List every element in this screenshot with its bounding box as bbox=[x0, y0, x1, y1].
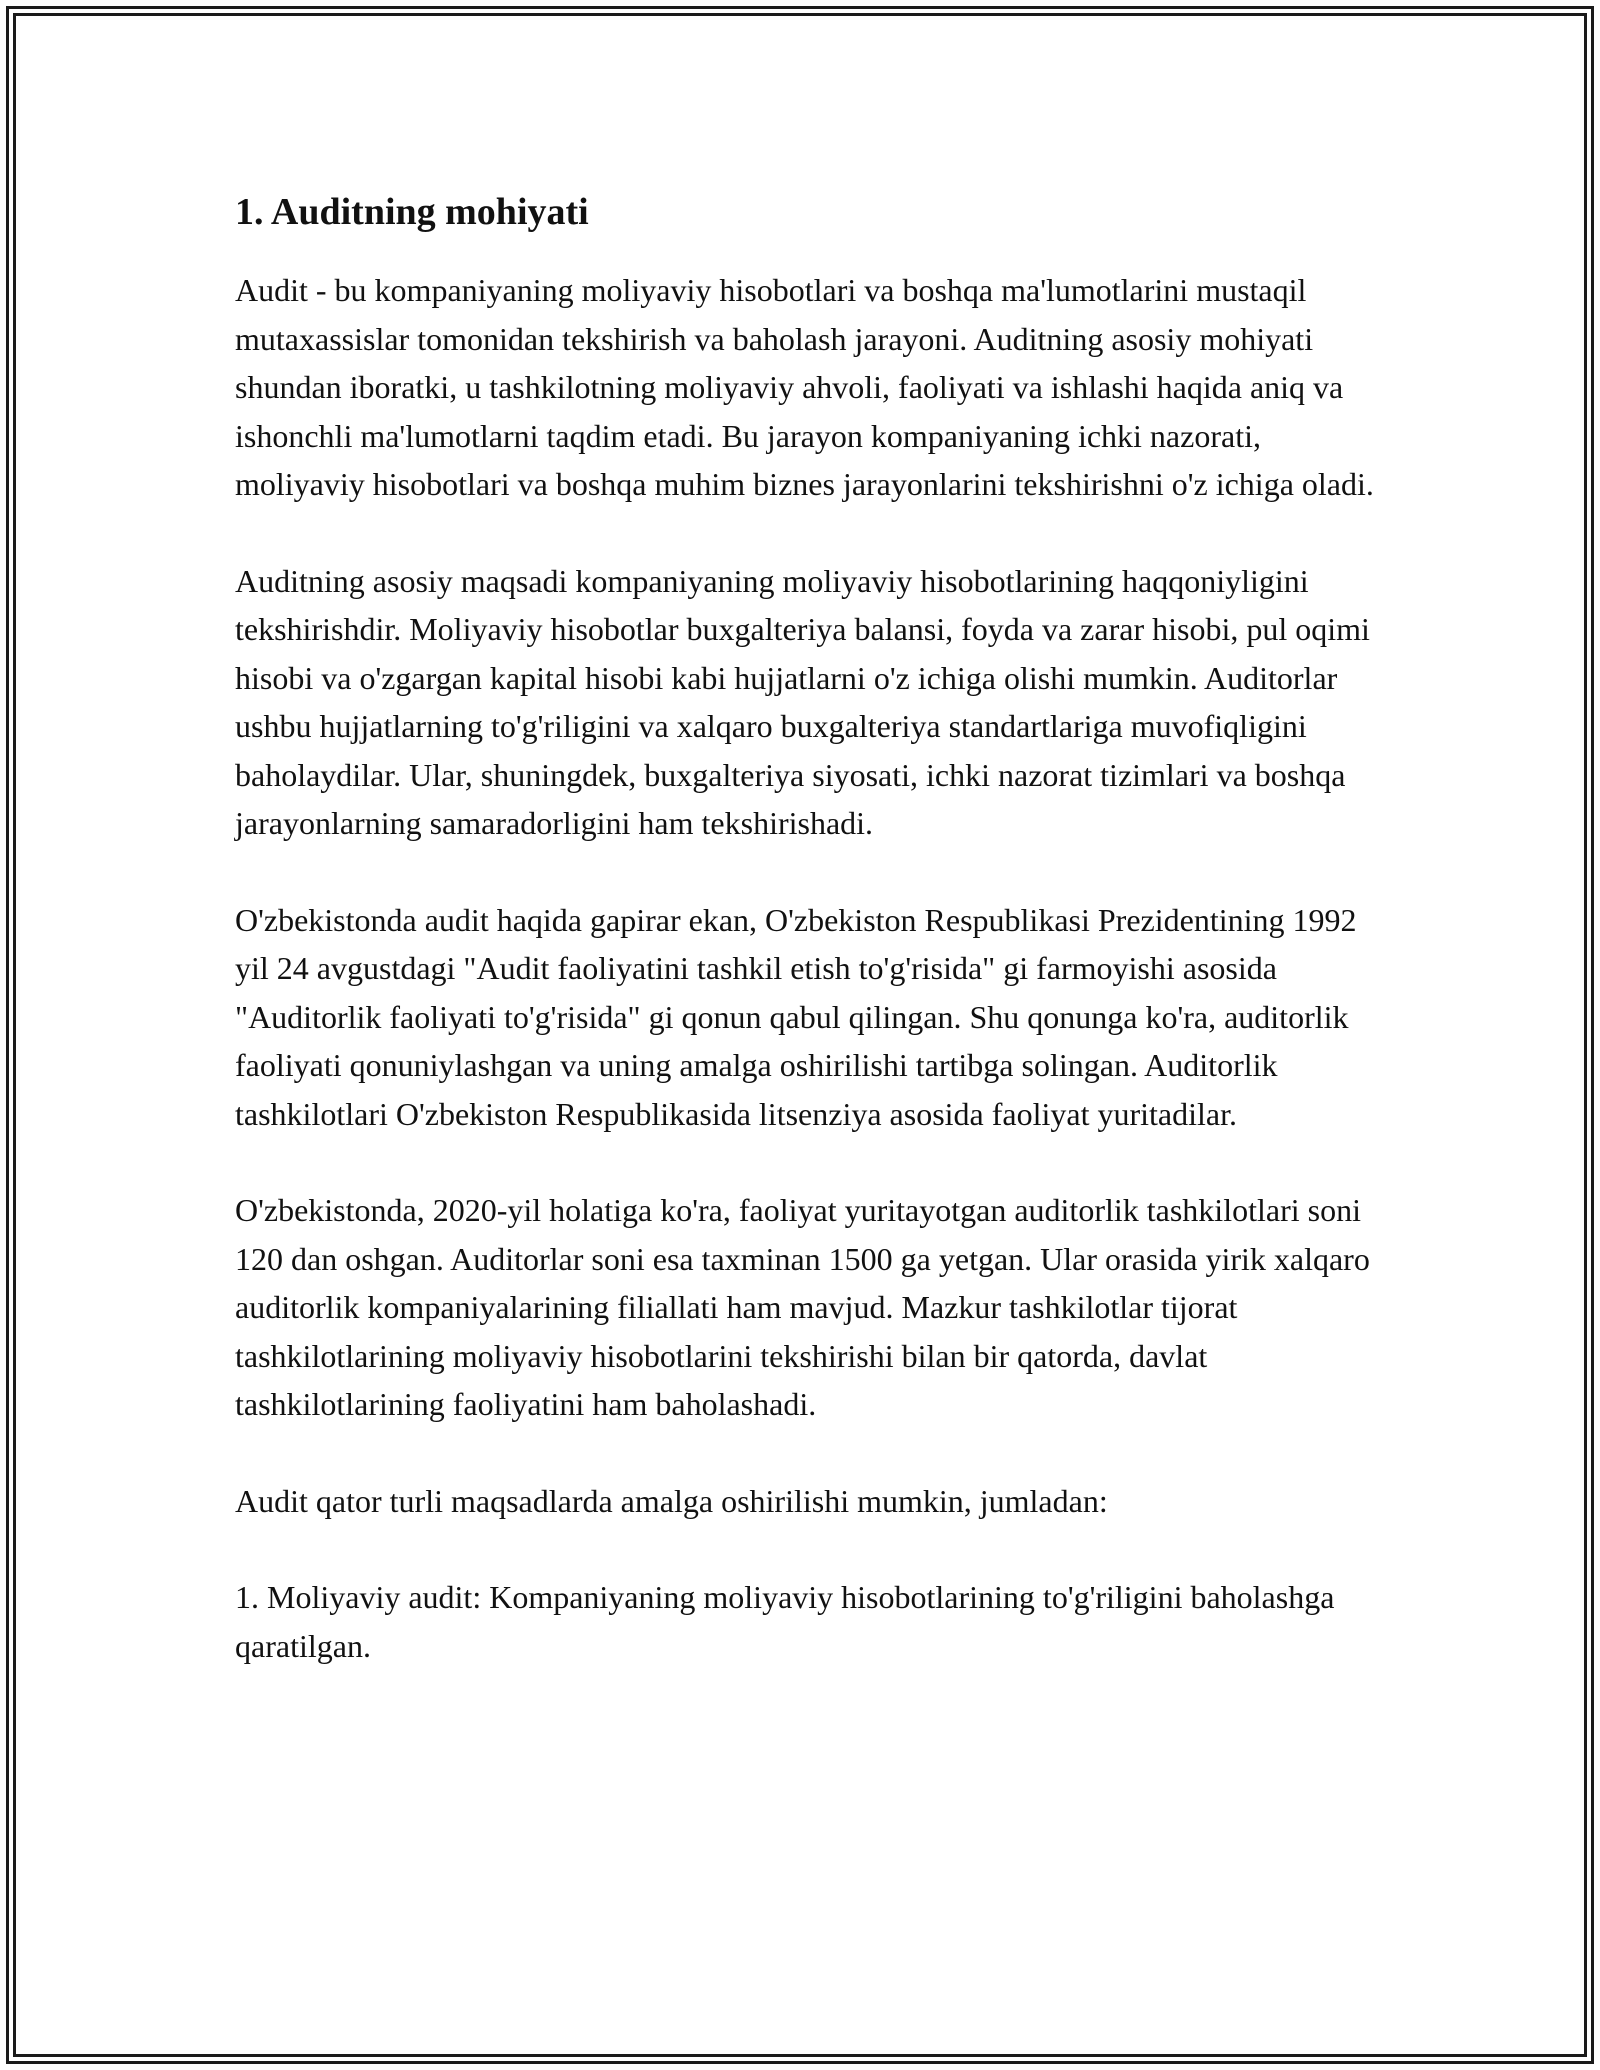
paragraph-5: Audit qator turli maqsadlarda amalga oshirilishi mumkin, jumladan: bbox=[235, 1482, 1108, 1519]
paragraph-3: O'zbekistonda audit haqida gapirar ekan, O'zbekiston Respublikasi Prezidentining 1992 yil 24 avgustdagi "Audit faoliyatini tashkil etish to'g'risida" gi farmoyishi asosida "Auditorlik faoliyati to'g'risida" gi qonun qabul qilingan. Shu qonunga ko'ra, auditorlik faoliyati qonuniylashgan va uning amalga oshirilishi tartibga solingan. Auditorlik tashkilotlari O'zbekiston Respublikasida litsenziya asosida faoliyat yuritadilar. bbox=[235, 901, 1357, 1132]
paragraph-4: O'zbekistonda, 2020-yil holatiga ko'ra, faoliyat yuritayotgan auditorlik tashkilotlari soni 120 dan oshgan. Auditorlar soni esa taxminan 1500 ga yetgan. Ular orasida yirik xalqaro auditorlik kompaniyalarining filiallati ham mavjud. Mazkur tashkilotlar tijorat tashkilotlarining moliyaviy hisobotlarini tekshirishi bilan bir qatorda, davlat tashkilotlarining faoliyatini ham baholashadi. bbox=[235, 1192, 1370, 1422]
paragraph-1: Audit - bu kompaniyaning moliyaviy hisobotlari va boshqa ma'lumotlarini mustaqil mutaxassislar tomonidan tekshirish va baholash jarayoni. Auditning asosiy mohiyati shundan iboratki, u tashkilotning moliyaviy ahvoli, faoliyati va ishlashi haqida aniq va ishonchli ma'lumotlarni taqdim etadi. Bu jarayon kompaniyaning ichki nazorati, moliyaviy hisobotlari va boshqa muhim biznes jarayonlarini tekshirishni o'z ichiga oladi. bbox=[235, 272, 1374, 502]
list-item-1: 1. Moliyaviy audit: Kompaniyaning moliyaviy hisobotlarining to'g'riligini baholashga qaratilgan. bbox=[235, 1579, 1335, 1664]
section-heading: 1. Auditning mohiyati bbox=[235, 191, 589, 233]
paragraph-2: Auditning asosiy maqsadi kompaniyaning moliyaviy hisobotlarining haqqoniyligini tekshirishdir. Moliyaviy hisobotlar buxgalteriya balansi, foyda va zarar hisobi, pul oqimi hisobi va o'zgargan kapital hisobi kabi hujjatlarni o'z ichiga olishi mumkin. Auditorlar ushbu hujjatlarning to'g'riligini va xalqaro buxgalteriya standartlariga muvofiqligini baholaydilar. Ular, shuningdek, buxgalteriya siyosati, ichki nazorat tizimlari va boshqa jarayonlarning samaradorligini ham tekshirishadi. bbox=[235, 562, 1370, 841]
document-body bbox=[235, 186, 1385, 1718]
